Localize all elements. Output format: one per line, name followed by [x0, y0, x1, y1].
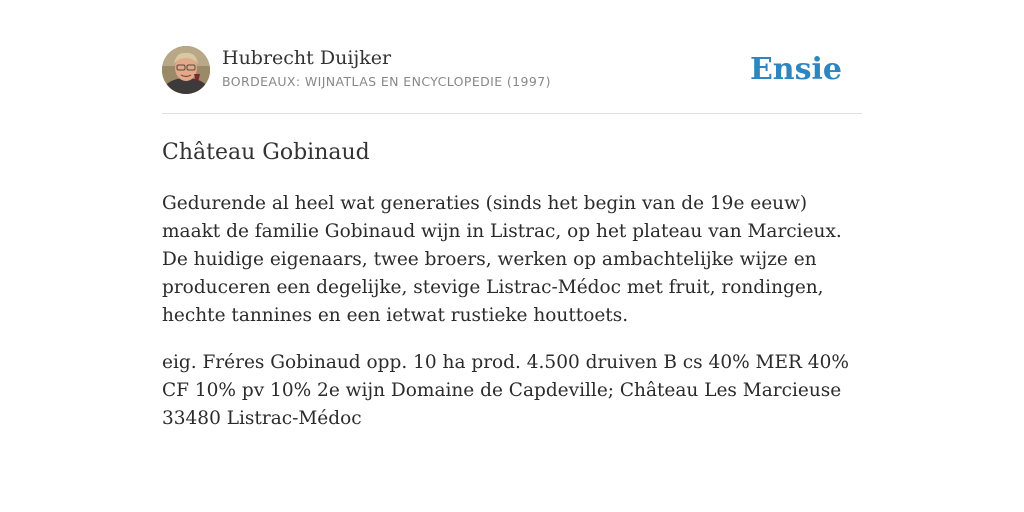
entry-title: Château Gobinaud [162, 140, 370, 165]
entry-header [162, 46, 862, 96]
book-title[interactable]: BORDEAUX: WIJNATLAS EN ENCYCLOPEDIE (1997) [222, 74, 551, 89]
entry-description: Gedurende al heel wat generaties (sinds het begin van de 19e eeuw) maakt de familie Gobinaud wijn in Listrac, op het plateau van Marcieux. De huidige eigenaars, twee broers, werken op ambachtelijke wijze en produceren een degelijke, stevige Listrac-Médoc met fruit, rondingen, hechte tannines en een ietwat rustieke houttoets. [162, 193, 842, 326]
header-divider [162, 113, 862, 114]
ensie-logo[interactable]: Ensie [749, 52, 842, 87]
author-name[interactable]: Hubrecht Duijker [222, 47, 392, 69]
entry-details: eig. Fréres Gobinaud opp. 10 ha prod. 4.500 druiven B cs 40% MER 40% CF 10% pv 10% 2e wijn Domaine de Capdeville; Château Les Marcieuse 33480 Listrac-Médoc [162, 352, 849, 429]
author-portrait-icon [162, 46, 210, 94]
author-avatar[interactable] [162, 46, 210, 94]
